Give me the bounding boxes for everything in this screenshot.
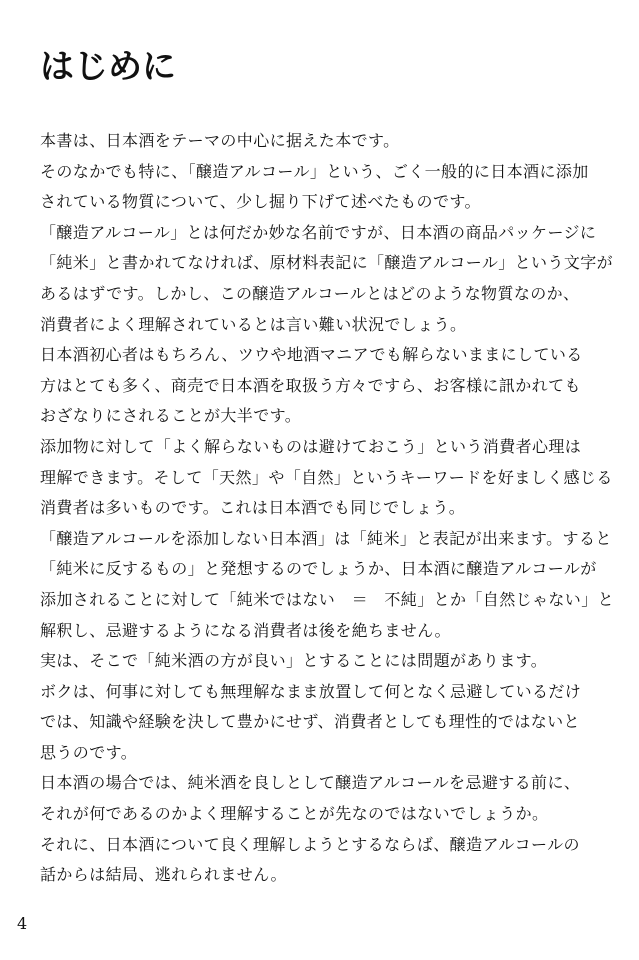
text-line: おざなりにされることが大半です。 (40, 406, 302, 426)
text-line: ボクは、何事に対しても無理解なまま放置して何となく忌避しているだけ (40, 681, 582, 701)
text-line: あるはずです。しかし、この醸造アルコールとはどのような物質なのか、 (40, 283, 580, 303)
text-line: 消費者は多いものです。これは日本酒でも同じでしょう。 (40, 498, 466, 518)
text-line: 「純米」と書かれてなければ、原材料表記に「醸造アルコール」という文字が (40, 253, 614, 273)
text-line: 添加物に対して「よく解らないものは避けておこう」という消費者心理は (40, 436, 582, 456)
text-line: 日本酒初心者はもちろん、ツウや地酒マニアでも解らないままにしている (40, 345, 583, 365)
text-line: 本書は、日本酒をテーマの中心に据えた本です。 (40, 131, 400, 150)
text-line: 添加されることに対して「純米ではない ＝ 不純」とか「自然じゃない」と (40, 589, 615, 609)
text-line: それが何であるのかよく理解することが先なのではないでしょうか。 (40, 804, 549, 824)
text-line: 解釈し、忌避するようになる消費者は後を絶ちません。 (40, 620, 451, 640)
text-line: では、知識や経験を決して豊かにせず、消費者としても理性的ではないと (40, 712, 580, 732)
page-title: はじめに (40, 47, 176, 87)
text-line: 思うのです。 (40, 742, 138, 762)
text-line: 方はとても多く、商売で日本酒を取扱う方々ですら、お客様に訊かれても (40, 375, 581, 395)
text-line: 日本酒の場合では、純米酒を良しとして醸造アルコールを忌避する前に、 (40, 773, 581, 793)
text-line: 話からは結局、逃れられません。 (40, 865, 287, 885)
body-text (40, 126, 620, 891)
text-line: それに、日本酒について良く理解しようとするならば、醸造アルコールの (40, 834, 580, 854)
text-line: 「醸造アルコール」とは何だか妙な名前ですが、日本酒の商品パッケージに (40, 222, 597, 242)
text-line: 「純米に反するもの」と発想するのでしょうか、日本酒に醸造アルコールが (40, 559, 597, 579)
text-line: 消費者によく理解されているとは言い難い状況でしょう。 (40, 314, 467, 334)
text-line: されている物質について、少し掘り下げて述べたものです。 (40, 192, 481, 212)
text-line: 「醸造アルコールを添加しない日本酒」は「純米」と表記が出来ます。すると (40, 528, 612, 548)
text-line: 理解できます。そして「天然」や「自然」というキーワードを好ましく感じる (40, 467, 613, 487)
text-line: 実は、そこで「純米酒の方が良い」とすることには問題があります。 (40, 651, 548, 671)
page-number: 4 (17, 914, 28, 933)
text-line: そのなかでも特に、「醸造アルコール」という、ごく一般的に日本酒に添加 (40, 161, 589, 181)
